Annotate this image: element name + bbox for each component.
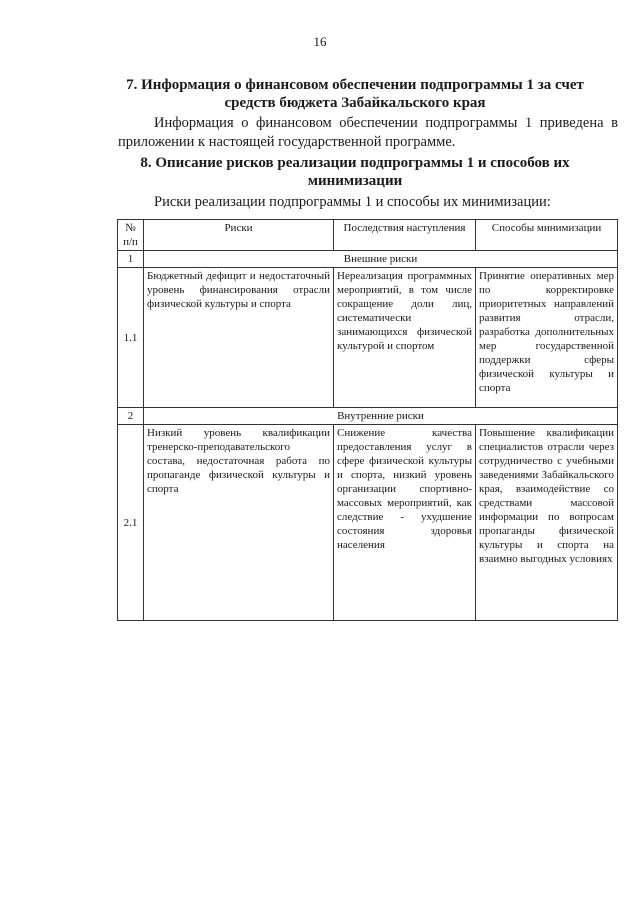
mitigation-cell: Принятие оперативных мер по корректировке приоритетных направлений развития отрасли, разработка дополнительных мер государственной поддержки сферы физической культуры и спорта	[476, 268, 618, 408]
header-consequences: Последствия наступления	[334, 220, 476, 251]
consequence-cell: Снижение качества предоставления услуг в сфере физической культуры и спорта, низкий уровень организации спортивно-массовых мероприятий, как следствие - ухудшение состояния здоровья населения	[334, 425, 476, 621]
risk-cell: Бюджетный дефицит и недостаточный уровень финансирования отрасли физической культуры и спорта	[144, 268, 334, 408]
table-row	[118, 268, 618, 408]
consequence-cell: Нереализация программных мероприятий, в том числе сокращение доли лиц, систематически занимающихся физической культурой и спортом	[334, 268, 476, 408]
section-title: Внешние риски	[144, 251, 618, 268]
row-number: 2.1	[118, 425, 144, 621]
row-number: 1.1	[118, 268, 144, 408]
section-title: Внутренние риски	[144, 408, 618, 425]
section-row	[118, 408, 618, 425]
section-number: 2	[118, 408, 144, 425]
section-7-title: 7. Информация о финансовом обеспечении подпрограммы 1 за счет средств бюджета Забайкальского края	[126, 77, 584, 111]
section-number: 1	[118, 251, 144, 268]
page-number: 16	[313, 34, 327, 49]
mitigation-cell: Повышение квалификации специалистов отрасли через сотрудничество с учебными заведениями Забайкальского края, взаимодействие со средствами массовой информации по вопросам пропаганды физической культуры и спорта на взаимно выгодных условиях	[476, 425, 618, 621]
section-8-title: 8. Описание рисков реализации подпрограммы 1 и способов их минимизации	[140, 155, 570, 189]
risks-table	[117, 219, 618, 621]
table-header-row	[118, 220, 618, 251]
header-risks: Риски	[144, 220, 334, 251]
table-row	[118, 425, 618, 621]
header-mitigation: Способы минимизации	[476, 220, 618, 251]
section-8-intro: Риски реализации подпрограммы 1 и способы их минимизации:	[154, 194, 551, 210]
section-row	[118, 251, 618, 268]
header-number: № п/п	[118, 220, 144, 251]
risk-cell: Низкий уровень квалификации тренерско-преподавательского состава, недостаточная работа по пропаганде физической культуры и спорта	[144, 425, 334, 621]
section-7-text: Информация о финансовом обеспечении подпрограммы 1 приведена в приложении к настоящей государственной программе.	[118, 115, 618, 150]
